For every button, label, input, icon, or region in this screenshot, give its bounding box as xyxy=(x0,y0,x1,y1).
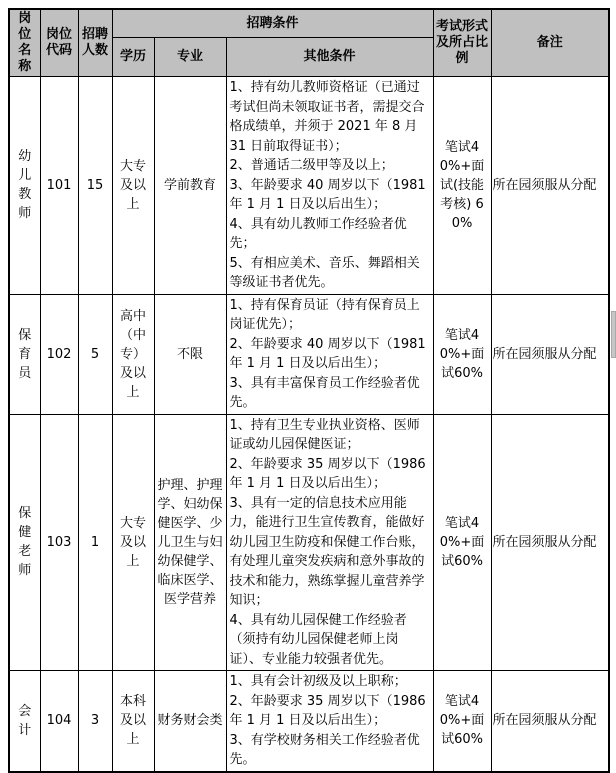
condition-item: 2、年龄要求 40 周岁以下（1981 年 1 月 1 日及以后出生）； xyxy=(229,336,426,371)
condition-item: 4、具有幼儿教师工作经验者优先； xyxy=(229,216,407,251)
vertical-scrollbar-thumb[interactable] xyxy=(611,311,616,358)
condition-item: 1、具有会计初级及以上职称； xyxy=(229,674,407,689)
cell-position: 会计 xyxy=(9,671,40,772)
table-row-health-teacher xyxy=(9,414,609,671)
cell-exam: 笔试40%+面试60% xyxy=(433,671,491,772)
table-header xyxy=(9,9,609,77)
cell-count: 5 xyxy=(78,294,112,414)
condition-item: 3、有学校财务相关工作经验者优先。 xyxy=(229,732,420,767)
cell-position: 保健老师 xyxy=(9,414,40,671)
cell-exam: 笔试40%+面试60% xyxy=(433,414,491,671)
table-row-teacher xyxy=(9,77,609,295)
header-recruit-count: 招聘人数 xyxy=(78,9,112,77)
cell-education: 本科及以上 xyxy=(112,671,154,772)
cell-education: 高中（中专）及以上 xyxy=(112,294,154,414)
table-row-accountant xyxy=(9,671,609,772)
cell-remark: 所在园须服从分配 xyxy=(491,414,609,671)
condition-item: 4、具有幼儿园保健工作经验者（须持有幼儿园保健老师上岗证）、专业能力较强者优先。 xyxy=(229,612,407,667)
cell-conditions xyxy=(226,671,433,772)
cell-code: 102 xyxy=(40,294,78,414)
condition-item: 3、年龄要求 40 周岁以下（1981 年 1 月 1 日及以后出生）； xyxy=(229,177,426,212)
table-row-caregiver xyxy=(9,294,609,414)
cell-major: 财务财会类 xyxy=(154,671,226,772)
cell-code: 101 xyxy=(40,77,78,295)
header-exam-format: 考试形式及所占比例 xyxy=(433,9,491,77)
header-education: 学历 xyxy=(112,38,154,77)
cell-count: 1 xyxy=(78,414,112,671)
recruitment-table-sheet xyxy=(8,8,610,773)
condition-item: 3、具有一定的信息技术应用能力，能进行卫生宣传教育，能做好幼儿园卫生防疫和保健工作台账，有处理儿童突发疾病和意外事故的技术和能力，熟练掌握儿童营养学知识； xyxy=(229,495,425,608)
condition-item: 2、年龄要求 35 周岁以下（1986 年 1 月 1 日及以后出生）； xyxy=(229,693,426,728)
header-remarks: 备注 xyxy=(491,9,609,77)
header-major: 专业 xyxy=(154,38,226,77)
cell-conditions xyxy=(226,77,433,295)
condition-item: 2、年龄要求 35 周岁以下（1986 年 1 月 1 日及以后出生）； xyxy=(229,456,426,491)
cell-code: 103 xyxy=(40,414,78,671)
header-recruit-conditions: 招聘条件 xyxy=(112,9,433,38)
cell-major: 不限 xyxy=(154,294,226,414)
condition-item: 1、持有卫生专业执业资格、医师证或幼儿园保健医证； xyxy=(229,417,420,452)
cell-exam: 笔试40%+面试(技能考核) 60% xyxy=(433,77,491,295)
recruitment-table xyxy=(8,8,610,773)
cell-education: 大专及以上 xyxy=(112,77,154,295)
cell-remark: 所在园须服从分配 xyxy=(491,77,609,295)
cell-count: 15 xyxy=(78,77,112,295)
cell-major: 学前教育 xyxy=(154,77,226,295)
header-position-name: 岗位名称 xyxy=(9,9,40,77)
condition-item: 3、具有丰富保育员工作经验者优先。 xyxy=(229,375,420,410)
cell-conditions xyxy=(226,414,433,671)
condition-item: 2、普通话二级甲等及以上； xyxy=(229,158,394,173)
cell-code: 104 xyxy=(40,671,78,772)
condition-item: 1、持有保育员证（持有保育员上岗证优先）； xyxy=(229,297,420,332)
cell-position: 幼儿教师 xyxy=(9,77,40,295)
header-other-conditions: 其他条件 xyxy=(226,38,433,77)
header-position-code: 岗位代码 xyxy=(40,9,78,77)
cell-remark: 所在园须服从分配 xyxy=(491,671,609,772)
cell-remark: 所在园须服从分配 xyxy=(491,294,609,414)
cell-major: 护理、护理学、妇幼保健医学、少儿卫生与妇幼保健学、临床医学、医学营养 xyxy=(154,414,226,671)
condition-item: 5、有相应美术、音乐、舞蹈相关等级证书者优先。 xyxy=(229,255,420,290)
cell-position: 保育员 xyxy=(9,294,40,414)
condition-item: 1、持有幼儿教师资格证（已通过考试但尚未领取证书者，需提交合格成绩单，并须于 2021 年 8 月 31 日前取得证书）； xyxy=(229,80,425,154)
cell-exam: 笔试40%+面试60% xyxy=(433,294,491,414)
cell-conditions xyxy=(226,294,433,414)
cell-education: 大专及以上 xyxy=(112,414,154,671)
cell-count: 3 xyxy=(78,671,112,772)
